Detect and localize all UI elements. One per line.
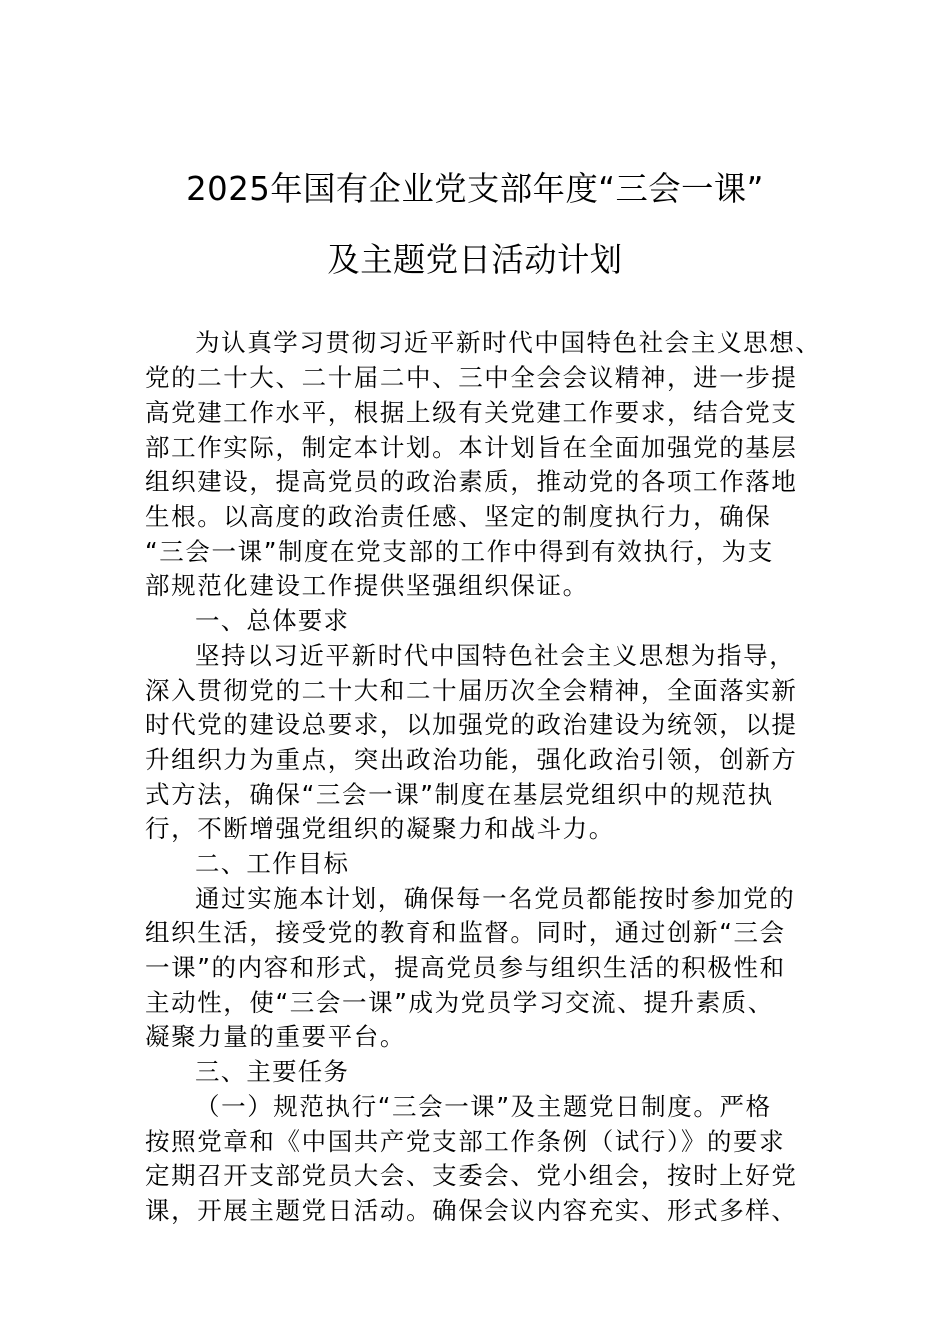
paragraph-line: 党的二十大、二十届二中、三中全会会议精神，进一步提 [145,363,798,392]
section-heading: 三、主要任务 [195,1057,350,1086]
paragraph-line: 高党建工作水平，根据上级有关党建工作要求，结合党支 [145,398,798,427]
paragraph-line: 课，开展主题党日活动。确保会议内容充实、形式多样、 [145,1196,798,1225]
paragraph-line: 组织建设，提高党员的政治素质，推动党的各项工作落地 [145,467,798,496]
paragraph-line: 坚持以习近平新时代中国特色社会主义思想为指导， [195,641,796,670]
section-heading: 二、工作目标 [195,849,350,878]
paragraph-line: 定期召开支部党员大会、支委会、党小组会，按时上好党 [145,1161,798,1190]
paragraph-line: 组织生活，接受党的教育和监督。同时，通过创新“三会 [145,918,786,947]
section-heading: 一、总体要求 [195,606,350,635]
paragraph-line: 时代党的建设总要求，以加强党的政治建设为统领，以提 [145,710,798,739]
paragraph-line: 生根。以高度的政治责任感、坚定的制度执行力，确保 [145,502,772,531]
document-title-line-2: 及主题党日活动计划 [327,240,623,279]
paragraph-line: 部规范化建设工作提供坚强组织保证。 [145,571,589,600]
paragraph-line: 一课”的内容和形式，提高党员参与组织生活的积极性和 [145,953,786,982]
document-title-line-1: 2025年国有企业党支部年度“三会一课” [186,169,764,208]
paragraph-line: （一）规范执行“三会一课”及主题党日制度。严格 [195,1092,772,1121]
paragraph-line: 行，不断增强党组织的凝聚力和战斗力。 [145,814,615,843]
paragraph-line: 式方法，确保“三会一课”制度在基层党组织中的规范执 [145,780,774,809]
paragraph-line: 按照党章和《中国共产党支部工作条例（试行）》的要求 [145,1127,786,1156]
paragraph-line: 凝聚力量的重要平台。 [145,1022,406,1051]
paragraph-line: 通过实施本计划，确保每一名党员都能按时参加党的 [195,884,796,913]
paragraph-line: 部工作实际，制定本计划。本计划旨在全面加强党的基层 [145,433,798,462]
paragraph-line: 深入贯彻党的二十大和二十届历次全会精神，全面落实新 [145,676,798,705]
paragraph-line: 升组织力为重点，突出政治功能，强化政治引领，创新方 [145,745,798,774]
paragraph-line: 为认真学习贯彻习近平新时代中国特色社会主义思想、 [195,328,822,357]
paragraph-line: 主动性，使“三会一课”成为党员学习交流、提升素质、 [145,988,774,1017]
paragraph-line: “三会一课”制度在党支部的工作中得到有效执行，为支 [145,537,774,566]
